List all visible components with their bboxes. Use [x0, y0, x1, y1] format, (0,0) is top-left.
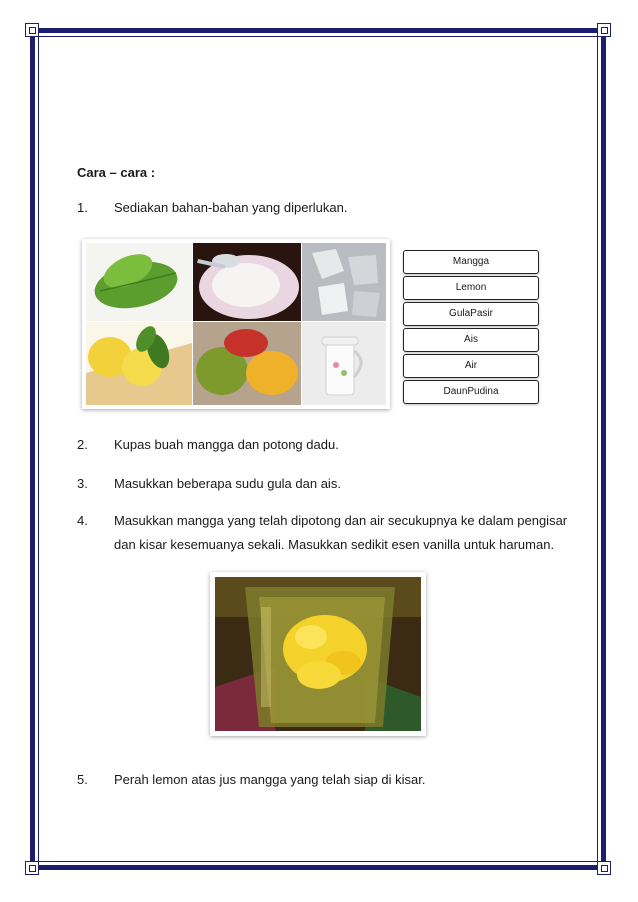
section-heading: Cara – cara : [77, 165, 156, 180]
corner-ornament [25, 23, 39, 37]
ingredient-label: GulaPasir [403, 302, 539, 326]
step-text: Masukkan mangga yang telah dipotong dan air secukupnya ke dalam pengisar dan kisar kesemuanya sekali. Masukkan sedikit esen vanilla untuk haruman. [114, 513, 568, 552]
ingredient-label-list [403, 250, 539, 406]
step-number: 2. [77, 437, 88, 452]
corner-ornament [25, 861, 39, 875]
ingredient-label: Lemon [403, 276, 539, 300]
step-text: Kupas buah mangga dan potong dadu. [114, 437, 339, 452]
step-number: 4. [77, 513, 88, 528]
step-text: Perah lemon atas jus mangga yang telah siap di kisar. [114, 772, 426, 787]
ingredients-photo [82, 239, 390, 409]
step-number: 3. [77, 476, 88, 491]
ingredient-label: DaunPudina [403, 380, 539, 404]
ingredient-label: Mangga [403, 250, 539, 274]
blender-photo [210, 572, 426, 736]
ingredient-label: Air [403, 354, 539, 378]
ingredient-label: Ais [403, 328, 539, 352]
step-text: Masukkan beberapa sudu gula dan ais. [114, 476, 341, 491]
corner-ornament [597, 23, 611, 37]
step-number: 5. [77, 772, 88, 787]
step-text: Sediakan bahan-bahan yang diperlukan. [114, 200, 348, 215]
step-number: 1. [77, 200, 88, 215]
corner-ornament [597, 861, 611, 875]
